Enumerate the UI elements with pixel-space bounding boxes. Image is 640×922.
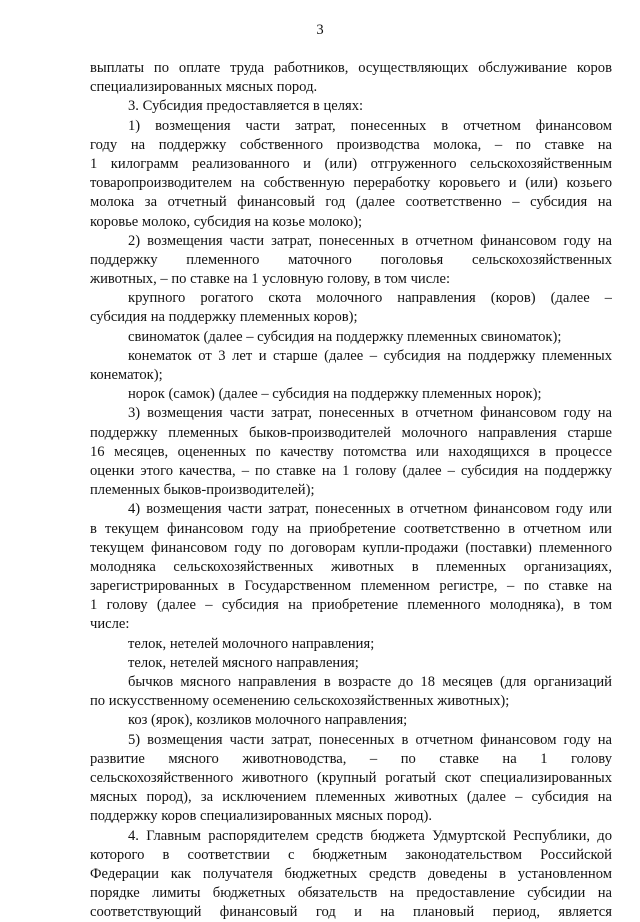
text-line: молока за отчетный финансовый год (далее соответственно – субсидия на bbox=[90, 194, 612, 211]
text-line: специализированных мясных пород. bbox=[90, 79, 318, 96]
document-body bbox=[90, 59, 612, 922]
text-line: поддержку племенных быков-производителей молочного направления старше bbox=[90, 424, 612, 441]
text-line: текущем финансовом году по договорам купли-продажи (поставки) племенного bbox=[90, 539, 612, 556]
text-line: бычков мясного направления в возрасте до 18 месяцев (для организаций bbox=[128, 674, 612, 690]
text-line: 3) возмещения части затрат, понесенных в отчетном финансовом году на bbox=[128, 405, 612, 422]
text-line: выплаты по оплате труда работников, осуществляющих обслуживание коров bbox=[90, 60, 612, 76]
text-line: телок, нетелей мясного направления; bbox=[128, 654, 359, 671]
text-line: 5) возмещения части затрат, понесенных в отчетном финансовом году на bbox=[128, 731, 612, 748]
text-line: по искусственному осеменению сельскохозяйственных животных); bbox=[90, 693, 510, 710]
text-line: коз (ярок), козликов молочного направления; bbox=[128, 712, 408, 729]
text-line: 1 килограмм реализованного и (или) отгруженного сельскохозяйственным bbox=[90, 155, 612, 172]
text-line: 1) возмещения части затрат, понесенных в отчетном финансовом bbox=[128, 117, 612, 134]
text-line: 2) возмещения части затрат, понесенных в отчетном финансовом году на bbox=[128, 232, 612, 249]
text-line: свиноматок (далее – субсидия на поддержку племенных свиноматок); bbox=[128, 328, 562, 345]
text-line: товаропроизводителем на собственную переработку коровьего и (или) козьего bbox=[90, 175, 612, 192]
text-line: развитие мясного животноводства, – по ставке на 1 голову bbox=[90, 750, 612, 767]
text-line: в текущем финансовом году на приобретение соответственно в отчетном или bbox=[90, 520, 612, 537]
text-line: конематок); bbox=[90, 367, 163, 383]
text-line: крупного рогатого скота молочного направления (коров) (далее – bbox=[128, 290, 612, 307]
text-line: племенных быков-производителей); bbox=[90, 482, 315, 499]
text-line: зарегистрированных в Государственном племенном регистре, – по ставке на bbox=[90, 578, 612, 595]
text-line: которого в соответствии с бюджетным законодательством Российской bbox=[90, 846, 612, 863]
text-line: коровье молоко, субсидия на козье молоко); bbox=[90, 213, 363, 230]
text-line: поддержку коров специализированных мясных пород). bbox=[90, 808, 432, 825]
text-line: поддержку племенного маточного поголовья сельскохозяйственных bbox=[90, 251, 612, 268]
text-line: конематок от 3 лет и старше (далее – субсидия на поддержку племенных bbox=[128, 347, 612, 364]
text-line: 1 голову (далее – субсидия на приобретение племенного молодняка), в том bbox=[90, 597, 612, 614]
text-line: сельскохозяйственного животного (крупный рогатый скот специализированных bbox=[90, 769, 612, 786]
text-line: молодняка сельскохозяйственных животных в племенных организациях, bbox=[90, 558, 612, 575]
text-line: порядке лимиты бюджетных обязательств на предоставление субсидии на bbox=[90, 885, 612, 902]
text-line: Федерации как получателя бюджетных средств доведены в установленном bbox=[90, 865, 612, 882]
text-line: мясных пород), за исключением племенных животных (далее – субсидия на bbox=[90, 789, 612, 806]
text-line: 3. Субсидия предоставляется в целях: bbox=[128, 98, 364, 115]
text-line: оценки этого качества, – по ставке на 1 голову (далее – субсидия на поддержку bbox=[90, 462, 612, 479]
text-line: субсидия на поддержку племенных коров); bbox=[90, 309, 358, 326]
text-line: году на поддержку собственного производства молока, – по ставке на bbox=[90, 136, 612, 153]
text-line: соответствующий финансовый год и на плановый период, является bbox=[90, 904, 612, 921]
text-line: животных, – по ставке на 1 условную голову, в том числе: bbox=[90, 271, 451, 288]
text-line: 16 месяцев, оцененных по качеству потомства или находящихся в процессе bbox=[90, 443, 612, 460]
page-number: 3 bbox=[316, 22, 324, 38]
text-line: норок (самок) (далее – субсидия на поддержку племенных норок); bbox=[128, 386, 542, 403]
text-line: числе: bbox=[90, 616, 130, 633]
text-line: 4) возмещения части затрат, понесенных в отчетном финансовом году или bbox=[128, 501, 612, 518]
text-line: 4. Главным распорядителем средств бюджета Удмуртской Республики, до bbox=[128, 827, 612, 844]
text-line: телок, нетелей молочного направления; bbox=[128, 635, 375, 652]
